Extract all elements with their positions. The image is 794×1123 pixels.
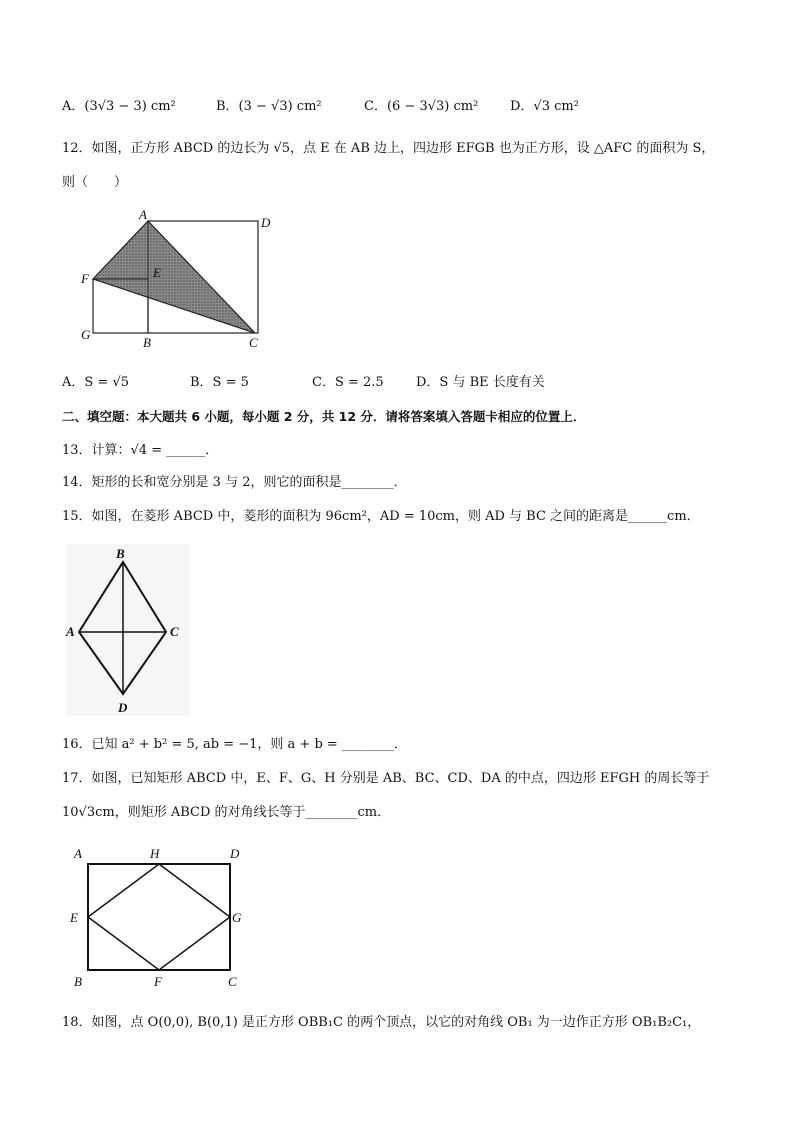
label-c: C	[249, 335, 258, 350]
q12-text-line1: 12．如图，正方形 ABCD 的边长为 √5，点 E 在 AB 边上，四边形 EFGB 也为正方形，设 △AFC 的面积为 S，	[62, 141, 715, 156]
label-a: A	[66, 624, 75, 639]
label-a: A	[74, 846, 82, 861]
label-e: E	[70, 910, 78, 925]
q11-option-a: A．(3√3 − 3) cm²	[62, 99, 176, 114]
q13-text: 13．计算：√4 = ______．	[62, 443, 219, 458]
q12-option-c: C．S = 2.5	[312, 375, 384, 390]
label-b: B	[143, 335, 151, 350]
label-d: D	[118, 700, 128, 715]
q16-text: 16．已知 a² + b² = 5, ab = −1，则 a + b = ________．	[62, 737, 407, 752]
label-f: F	[81, 271, 89, 286]
label-c: C	[170, 624, 179, 639]
section2-heading: 二、填空题：本大题共 6 小题，每小题 2 分，共 12 分．请将答案填入答题卡相应的位置上．	[62, 409, 586, 424]
q14-text: 14．矩形的长和宽分别是 3 与 2，则它的面积是________．	[62, 475, 407, 490]
q12-text-line2: 则（ ）	[62, 175, 128, 190]
label-g: G	[81, 327, 91, 342]
q15-text: 15．如图，在菱形 ABCD 中，菱形的面积为 96cm²，AD = 10cm，则 AD 与 BC 之间的距离是______cm．	[62, 509, 700, 524]
label-g: G	[232, 910, 242, 925]
label-d: D	[230, 846, 240, 861]
q17-text-line1: 17．如图，已知矩形 ABCD 中，E、F、G、H 分别是 AB、BC、CD、DA 的中点，四边形 EFGH 的周长等于	[62, 771, 710, 786]
q12-figure	[75, 205, 275, 355]
label-d: D	[261, 215, 271, 230]
q11-option-d: D．√3 cm²	[510, 99, 579, 114]
label-e: E	[153, 265, 161, 280]
q15-figure	[60, 540, 200, 720]
quad-efgh	[88, 864, 230, 970]
q12-option-a: A．S = √5	[62, 375, 130, 390]
q17-figure	[68, 842, 258, 992]
q11-option-b: B．(3 − √3) cm²	[216, 99, 322, 114]
q18-text: 18．如图，点 O(0,0), B(0,1) 是正方形 OBB₁C 的两个顶点，以它的对角线 OB₁ 为一边作正方形 OB₁B₂C₁，	[62, 1015, 701, 1030]
triangle-afc	[93, 221, 255, 333]
label-h: H	[150, 846, 160, 861]
q17-text-line2: 10√3cm，则矩形 ABCD 的对角线长等于________cm．	[62, 805, 391, 820]
q12-option-b: B．S = 5	[190, 375, 249, 390]
label-b: B	[74, 974, 82, 989]
q12-option-d: D．S 与 BE 长度有关	[416, 375, 545, 390]
label-f: F	[154, 974, 162, 989]
q11-option-c: C．(6 − 3√3) cm²	[364, 99, 479, 114]
label-a: A	[139, 207, 147, 222]
rectangle-abcd	[88, 864, 230, 970]
label-b: B	[116, 546, 125, 561]
label-c: C	[228, 974, 237, 989]
